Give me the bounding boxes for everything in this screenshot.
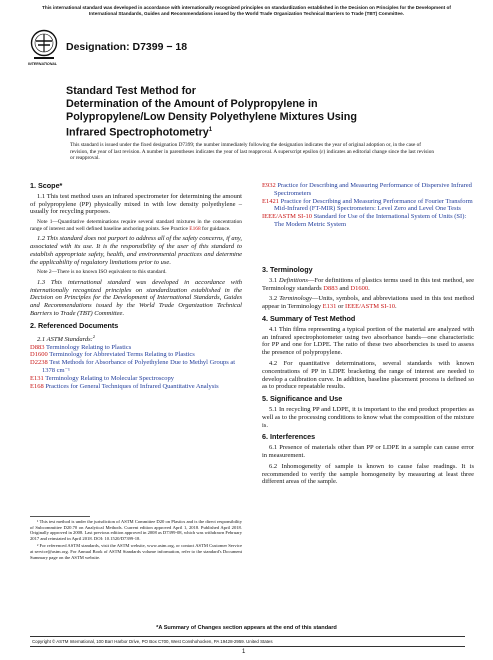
ref-item[interactable]: E1421 Practice for Describing and Measuring Performance of Fourier Transform Mid-Infrared (FT-MIR) Spectrometers: Level Zero and Level One Tests <box>262 197 473 213</box>
ref-item[interactable]: E131 Terminology Relating to Molecular Spectroscopy <box>30 374 175 382</box>
section-interferences-heading: 6. Interferences <box>262 432 316 442</box>
section-terminology-heading: 3. Terminology <box>262 265 313 274</box>
right-column <box>262 262 474 489</box>
title-line: Determination of the Amount of Polypropylene in <box>66 98 318 110</box>
link-e131[interactable]: E131 <box>322 303 337 311</box>
section-scope-heading: 1. Scope* <box>30 181 63 190</box>
footnote-2: ² For referenced ASTM standards, visit the ASTM website, www.astm.org, or contact ASTM Customer Service at service@astm.org. For Annual Book of ASTM Standards volume information, refer to the standard's Document Summary page on the ASTM website. <box>30 543 242 560</box>
title-footnote-mark: 1 <box>208 127 213 133</box>
para-5-1: 5.1 In recycling PP and LDPE, it is important to the end product properties as well as to the processing conditions to know what the composition of the mixture is. <box>262 405 474 429</box>
para-6-1: 6.1 Presence of materials other than PP or LDPE in a sample can cause error in measurement. <box>262 444 474 459</box>
ref-item[interactable]: E168 Practices for General Techniques of Infrared Quantitative Analysis <box>30 382 219 390</box>
copyright-footer: Copyright © ASTM International, 100 Barr Harbor Drive, PO Box C700, West Conshohocken, PA 19428-2959. United States <box>30 636 465 647</box>
ref-item[interactable]: D1600 Terminology for Abbreviated Terms Relating to Plastics <box>30 351 195 359</box>
ref-item[interactable]: E932 Practice for Describing and Measuring Performance of Dispersive Infrared Spectrometers <box>262 182 472 197</box>
para-4-2: 4.2 For quantitative determinations, several standards with known concentrations of PP in LDPE bracketing the range of interest are needed to develop a calibration curve. In addition, baseline placement process is defined so as to produce repeatable results. <box>262 359 474 391</box>
para-4-1: 4.1 Thin films representing a typical portion of the material are analyzed with an infrared spectrophotometer using two absorbance bands—one characteristic for PP and one for LDPE. The ratio of these two absorbencies is used to assess the presence of polypropylene. <box>262 325 474 357</box>
section-referenced-documents-heading: 2. Referenced Documents <box>30 320 119 330</box>
page-number: 1 <box>242 649 246 655</box>
left-column <box>30 178 242 390</box>
para-3-1: 3.1 Definitions—For definitions of plastics terms used in this test method, see Terminology standards D883 and D1600. <box>262 276 475 292</box>
para-1-1: 1.1 This test method uses an infrared spectrometer for determining the amount of polypropylene (PP) physically mixed in with low density polyethylene – usually for recycling purposes. <box>30 192 242 216</box>
para-3-2: 3.2 Terminology—Units, symbols, and abbreviations used in this test method appear in Terminology E131 or IEEE/ASTM SI-10. <box>262 295 475 311</box>
note-2: Note 2—There is no known ISO equivalent to this standard. <box>37 269 167 276</box>
logo-text: INTERNATIONAL <box>28 62 58 66</box>
footnotes <box>30 519 242 562</box>
astm-standards-label: 2.1 ASTM Standards:$^2$ <box>37 333 96 343</box>
para-6-2: 6.2 Inhomogeneity of sample is known to cause false readings. It is recommended to verify the sample homogeneity by measuring at least three different areas of the sample. <box>262 462 474 486</box>
link-ieee-astm-si10[interactable]: IEEE/ASTM SI-10 <box>345 303 396 311</box>
designation: Designation: D7399 − 18 <box>66 41 188 53</box>
para-1-2: 1.2 This standard does not purport to address all of the safety concerns, if any, associated with its use. It is the responsibility of the user of this standard to establish appropriate safety, health, and environmental practices and determine the applicability of regulatory limitations prior to use. <box>30 235 242 266</box>
title-line: Infrared Spectrophotometry$^1$ <box>66 126 213 139</box>
document-title <box>66 85 446 140</box>
footnote-divider <box>30 516 90 517</box>
right-column-refs <box>262 182 474 229</box>
ref-item[interactable]: IEEE/ASTM SI-10 Standard for Use of the International System of Units (SI): The Modern Metric System <box>262 213 467 228</box>
changes-summary-note: *A Summary of Changes section appears at the end of this standard <box>156 625 337 631</box>
title-line: Polypropylene/Low Density Polyethylene Mixtures Using <box>66 111 357 123</box>
issued-note: This standard is issued under the fixed designation D7399; the number immediately following the designation indicates the year of original adoption or, in the case of revision, the year of last revision. A number in parentheses indicates the year of last reapproval. A superscript epsilon (ε) indicates an editorial change since the last revision or reapproval. <box>70 142 435 162</box>
top-notice: This international standard was developed in accordance with internationally recognized principles on standardization established in the Decision on Principles for the Development of International Standards, Guides and Recommendations issued by the World Trade Organization Technical Barriers to Trade (TBT) Committee. <box>42 5 451 16</box>
section-significance-heading: 5. Significance and Use <box>262 394 343 404</box>
title-line: Standard Test Method for <box>66 85 196 97</box>
section-summary-heading: 4. Summary of Test Method <box>262 313 356 323</box>
para-1-3: 1.3 This international standard was developed in accordance with internationally recognized principles on standardization established in the Decision on Principles for the Development of International Standards, Guides and Recommendations issued by the World Trade Organization Technical Barriers to Trade (TBT) Committee. <box>30 278 242 318</box>
note-1: Note 1—Quantitative determinations require several standard mixtures in the concentration range of interest and well defined baseline anchoring points. See Practice E168 for guidance. <box>30 219 242 232</box>
ref-item[interactable]: D2238 Test Methods for Absorbance of Polyethylene Due to Methyl Groups at 1378 cm⁻¹ <box>30 359 236 374</box>
link-d883[interactable]: D883 <box>323 284 338 292</box>
link-d1600[interactable]: D1600 <box>350 284 369 292</box>
link-e168[interactable]: E168 <box>189 225 201 232</box>
footnote-1: ¹ This test method is under the jurisdiction of ASTM Committee D20 on Plastics and is the direct responsibility of Subcommittee D20.70 on Analytical Methods. Current edition approved April 1, 2018. Published April 2018. Originally approved in 2008. Last previous edition approved in 2008 as D7399-08, which was withdrawn February 2017 and reinstated in April 2018. DOI: 10.1520/D7399-18. <box>30 519 242 541</box>
ref-item[interactable]: D883 Terminology Relating to Plastics <box>30 343 132 351</box>
